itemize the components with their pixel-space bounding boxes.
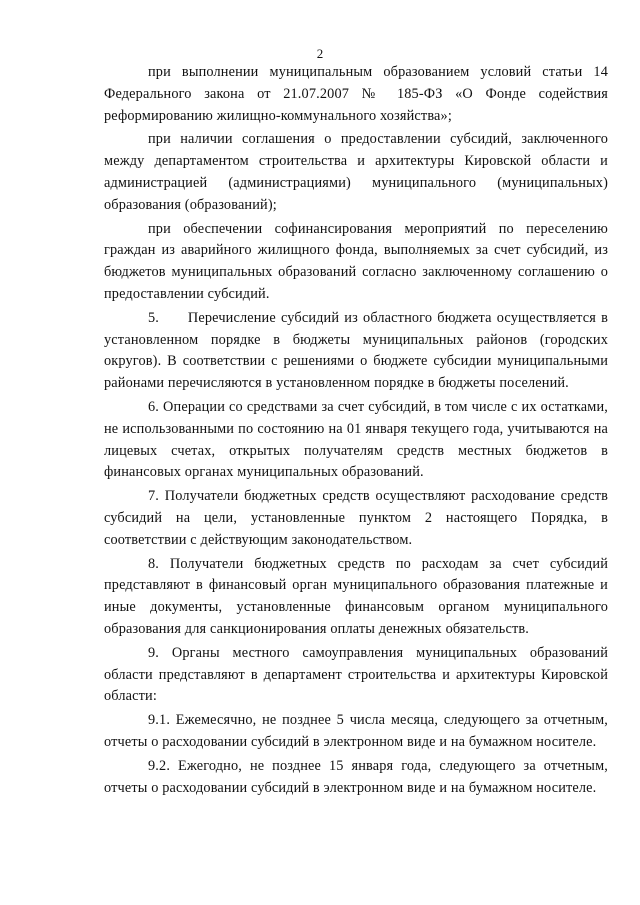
paragraph-item-5: 5. Перечисление субсидий из областного бюджета осуществляется в установленном порядке в бюджеты муниципальных районов (городских округов). В соответствии с решениями о бюджете субсидии муниципальными районами перечисляются в установленном порядке в бюджеты поселений.: [104, 309, 608, 392]
paragraph-item-9-2: 9.2. Ежегодно, не позднее 15 января года, следующего за отчетным, отчеты о расходовании субсидий в электронном виде и на бумажном носителе.: [104, 757, 608, 796]
paragraph-condition-article-14: при выполнении муниципальным образованием условий статьи 14 Федерального закона от 21.07.2007 № 185-ФЗ «О Фонде содействия реформированию жилищно-коммунального хозяйства»;: [104, 64, 608, 124]
paragraph-item-9-1: 9.1. Ежемесячно, не позднее 5 числа месяца, следующего за отчетным, отчеты о расходовании субсидий в электронном виде и на бумажном носителе.: [104, 712, 608, 750]
paragraph-item-8: 8. Получатели бюджетных средств по расходам за счет субсидий представляют в финансовый орган муниципального образования платежные и иные документы, установленные финансовым органом муниципального образования для санкционирования оплаты денежных обязательств.: [104, 555, 608, 637]
paragraph-condition-cofinancing: при обеспечении софинансирования мероприятий по переселению граждан из аварийного жилищного фонда, выполняемых за счет субсидий, из бюджетов муниципальных образований согласно заключенному соглашению о предоставлении субсидий.: [104, 220, 608, 302]
paragraph-item-7: 7. Получатели бюджетных средств осуществляют расходование средств субсидий на цели, установленные пунктом 2 настоящего Порядка, в соответствии с действующим законодательством.: [104, 488, 608, 548]
page-number: 2: [316, 46, 324, 61]
paragraph-item-6: 6. Операции со средствами за счет субсидий, в том числе с их остатками, не использованными по состоянию на 01 января текущего года, учитываются на лицевых счетах, открытых получателям средств местных бюджетов в финансовых органах муниципальных образований.: [104, 398, 608, 481]
document-body: [104, 62, 608, 799]
paragraph-item-9: 9. Органы местного самоуправления муниципальных образований области представляют в департамент строительства и архитектуры Кировской области:: [104, 644, 608, 705]
paragraph-condition-agreement: при наличии соглашения о предоставлении субсидий, заключенного между департаментом строительства и архитектуры Кировской области и администрацией (администрациями) муниципального (муниципальных) образования (образований);: [104, 131, 608, 213]
